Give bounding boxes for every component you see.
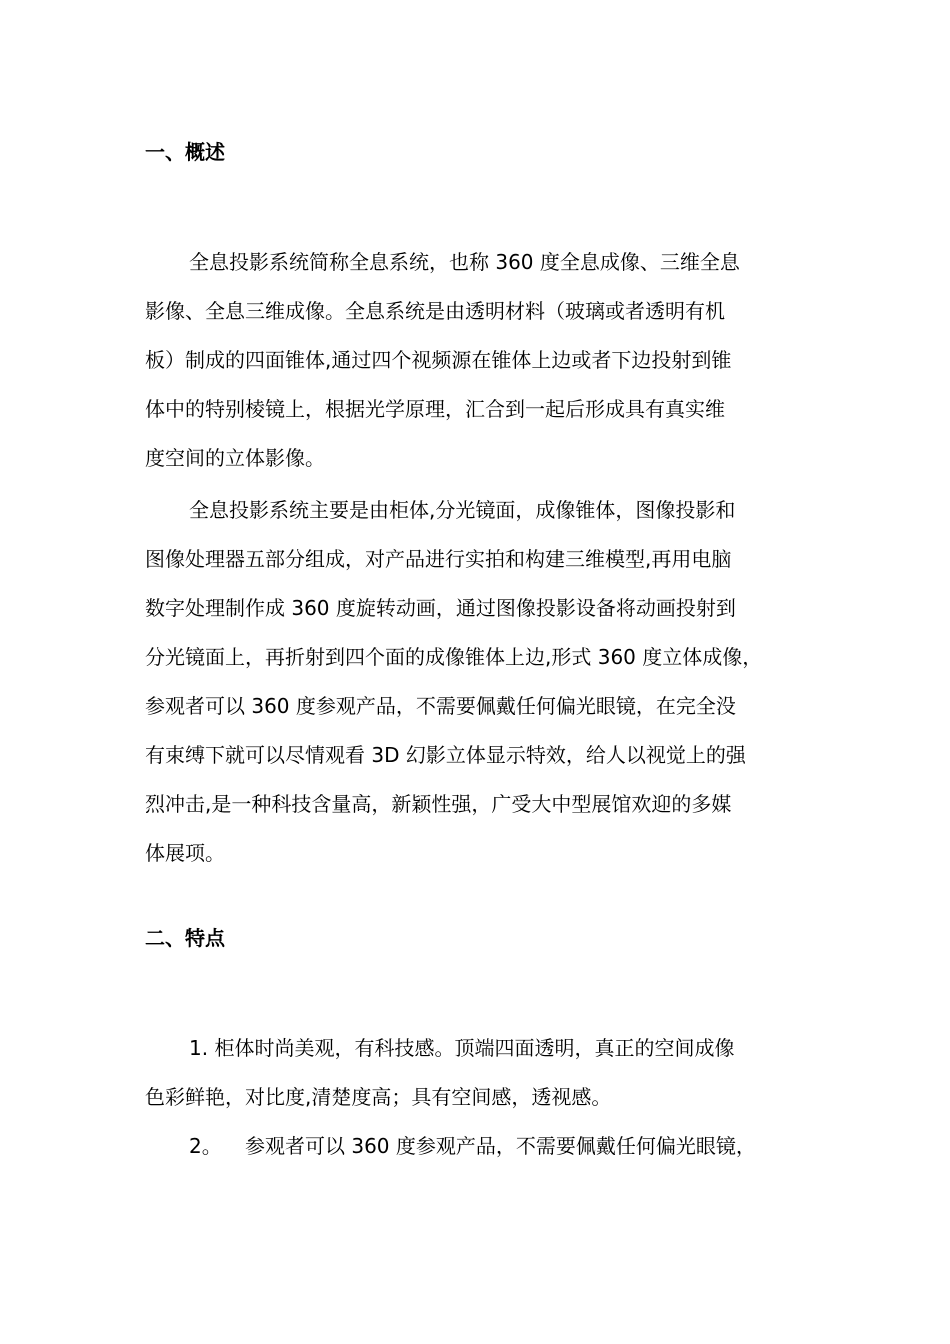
overview-paragraph-1: [145, 238, 807, 483]
feature-item-1: [145, 1024, 807, 1122]
list-item-text: 参观者可以 360 度参观产品，不需要佩戴任何偏光眼镜，: [245, 1134, 756, 1158]
overview-paragraph-2: [145, 486, 807, 878]
paragraph-line: 影像、全息三维成像。全息系统是由透明材料（玻璃或者透明有机: [145, 299, 725, 323]
paragraph-line: 数字处理制作成 360 度旋转动画，通过图像投影设备将动画投射到: [145, 596, 736, 620]
paragraph-line: 体展项。: [145, 841, 225, 865]
list-item-line: 色彩鲜艳，对比度,清楚度高；具有空间感，透视感。: [145, 1085, 612, 1109]
section-heading-features: 二、特点: [145, 926, 225, 950]
paragraph-line: 参观者可以 360 度参观产品，不需要佩戴任何偏光眼镜，在完全没: [145, 694, 736, 718]
paragraph-line: 图像处理器五部分组成，对产品进行实拍和构建三维模型,再用电脑: [145, 547, 732, 571]
paragraph-line: 板）制成的四面锥体,通过四个视频源在锥体上边或者下边投射到锥: [145, 348, 732, 372]
feature-item-2: [145, 1122, 807, 1171]
paragraph-line: 全息投影系统主要是由柜体,分光镜面，成像锥体，图像投影和: [189, 498, 736, 522]
paragraph-line: 体中的特别棱镜上，根据光学原理，汇合到一起后形成具有真实维: [145, 397, 725, 421]
paragraph-line: 烈冲击,是一种科技含量高，新颖性强，广受大中型展馆欢迎的多媒: [145, 792, 732, 816]
paragraph-line: 全息投影系统简称全息系统，也称 360 度全息成像、三维全息: [189, 250, 740, 274]
list-item-line: [145, 1122, 807, 1171]
paragraph-line: 有束缚下就可以尽情观看 3D 幻影立体显示特效，给人以视觉上的强: [145, 743, 746, 767]
list-item-number: 2。: [189, 1134, 222, 1158]
section-heading-overview: 一、概述: [145, 140, 225, 164]
paragraph-line: 度空间的立体影像。: [145, 446, 325, 470]
paragraph-line: 分光镜面上，再折射到四个面的成像锥体上边,形式 360 度立体成像，: [145, 645, 763, 669]
list-item-line: 1. 柜体时尚美观，有科技感。顶端四面透明，真正的空间成像: [189, 1036, 735, 1060]
